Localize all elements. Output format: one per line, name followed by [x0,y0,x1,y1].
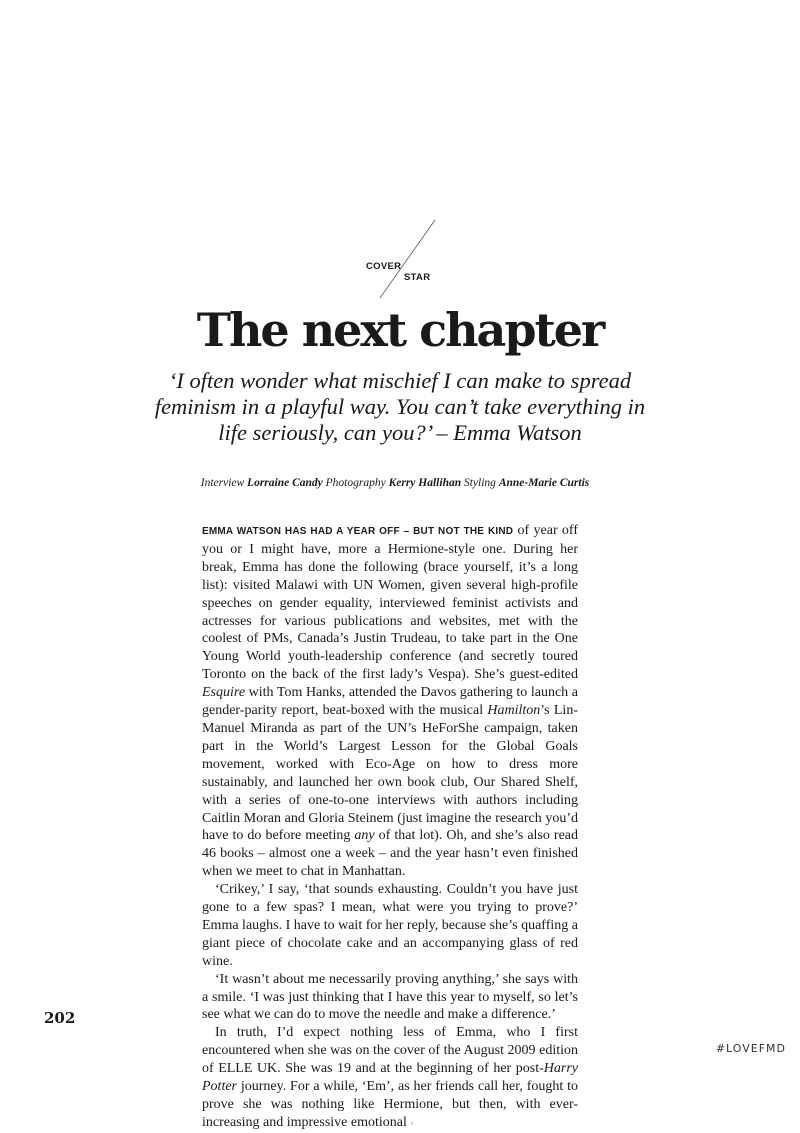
interview-name: Lorraine Candy [247,477,323,489]
interview-label: Interview [200,477,245,489]
lead-in: EMMA WATSON HAS HAD A YEAR OFF – BUT NOT THE KIND [202,526,514,537]
title-esquire: Esquire [202,685,246,701]
styling-name: Anne-Marie Curtis [498,477,590,489]
body-paragraph-3: ‘It wasn’t about me necessarily proving anything,’ she says with a smile. ‘I was just thinking that I have this year to myself, so let’s see what we can do to move the needle and make a difference.’ [202,971,578,1023]
section-kicker [360,218,450,300]
body-paragraph-1: EMMA WATSON HAS HAD A YEAR OFF – BUT NOT THE KIND of year off you or I might have, more a Hermione-style one. During her break, Emma has done the following (brace yourself, it’s a long list): visited Malawi with UN Women, given several high-profile speeches on gender equality, interviewed feminist activists and actresses for various publications and websites, met with the coolest of PMs, Canada’s Justin Trudeau, to take part in the One Young World youth-leadership conference (and secretly toured Toronto on the back of the first lady’s Vespa). She’s guest-edited Esquire with Tom Hanks, attended the Davos gathering to launch a gender-parity report, beat-boxed with the musical Hamilton’s Lin-Manuel Miranda as part of the UN’s HeForShe campaign, taken part in the World’s Largest Lesson for the Global Goals movement, worked with Eco-Age on how to dress more sustainably, and launched her own book club, Our Shared Shelf, with a series of one-to-one interviews with authors including Caitlin Moran and Gloria Steinem (just imagine the research you’d have to do before meeting any of that lot). Oh, and she’s also read 46 books – almost one a week – and the year hasn’t even finished when we meet to chat in Manhattan. [202,523,579,880]
article-title: The next chapter [196,303,604,357]
standfirst-quote: ‘I often wonder what mischief I can make to spread feminism in a playful way. You can’t take everything in life seriously, can you?’ – Emma Watson [154,368,646,445]
page-number: 202 [44,1009,76,1027]
kicker-word-star: STAR [404,272,431,283]
article-body [202,522,578,1133]
body-paragraph-2: ‘Crikey,’ I say, ‘that sounds exhausting. Couldn’t you have just gone to a few spas? I mean, what were you trying to prove?’ Emma laughs. I have to wait for her reply, because she’s quaffing a giant piece of chocolate cake and an accompanying glass of red wine. [202,882,578,969]
title-hamilton: Hamilton [487,703,541,719]
title-harry-potter: Harry Potter [202,1061,578,1095]
kicker-word-cover: COVER [366,261,402,272]
watermark: #LOVEFMD [715,1042,786,1055]
body-paragraph-4: In truth, I’d expect nothing less of Emma, who I first encountered when she was on the cover of the August 2009 edition of ELLE UK. She was 19 and at the beginning of her post-Harry Potter journey. For a while, ‘Em’, as her friends call her, fought to prove she was nothing like Hermione, but then, with ever-increasing and impressive emotional › [202,1025,578,1130]
kicker-slash [360,218,450,300]
photography-label: Photography [325,477,386,489]
emphasis-any: any [354,828,375,844]
photography-name: Kerry Hallihan [388,477,462,489]
byline-credits [0,477,790,489]
styling-label: Styling [463,477,496,489]
continue-arrow-icon: › [410,1117,414,1129]
